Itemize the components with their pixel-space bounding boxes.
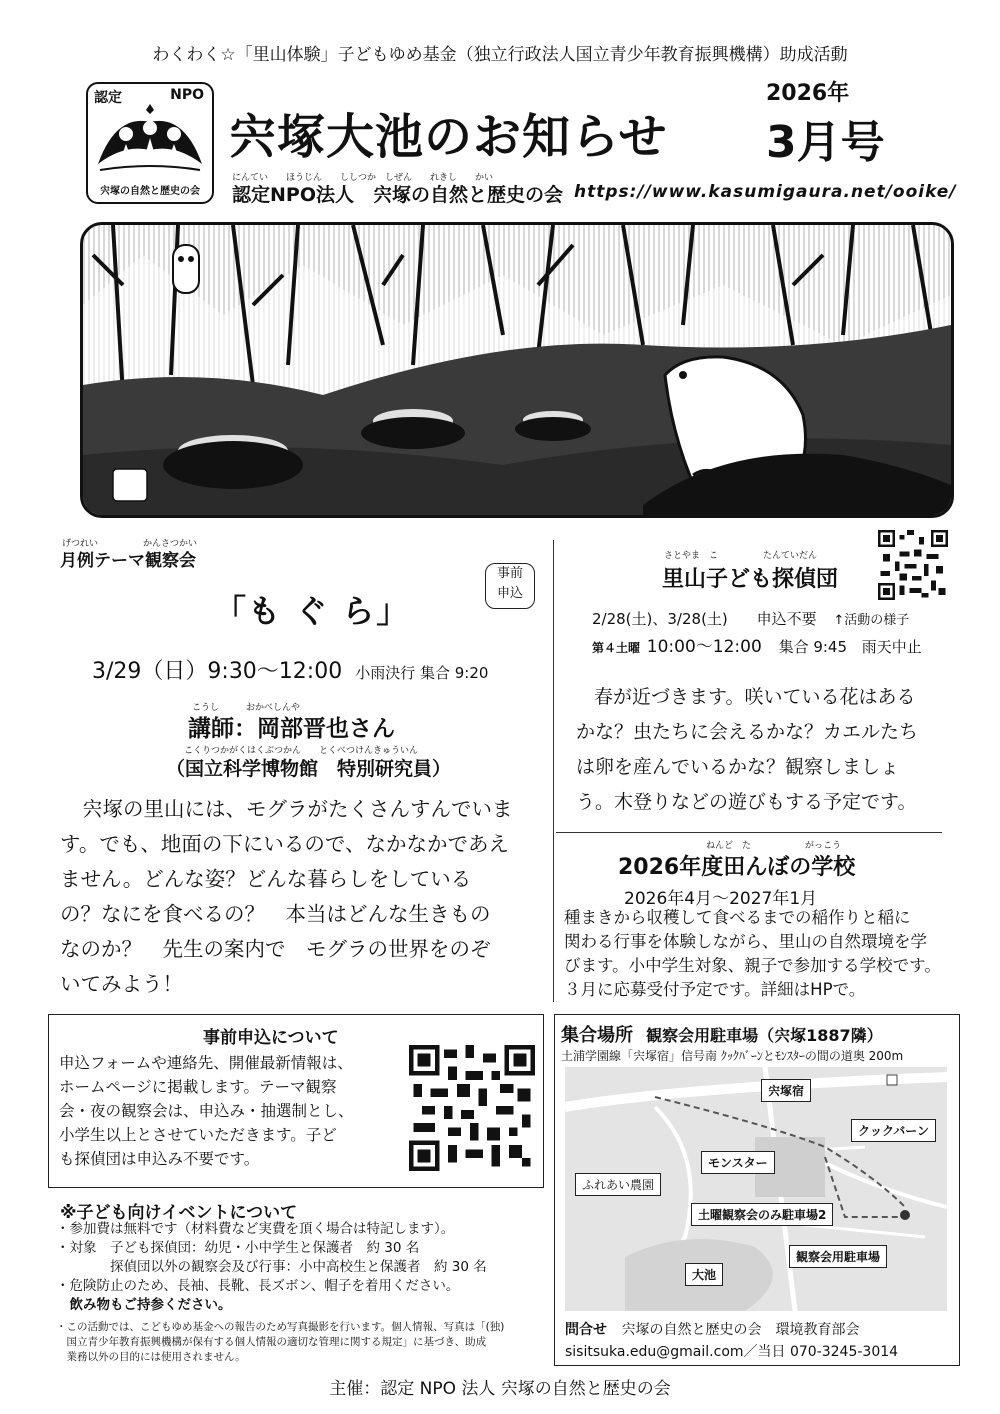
photo-footnote <box>56 1320 552 1365</box>
affiliation-ruby: こくりつかがくはくぶつかん とくべつけんきゅういん <box>184 746 419 756</box>
kids-note-item: ・対象 子ども探偵団：幼児・小中学生と保護者 約 30 名 <box>56 1240 420 1256</box>
map-route: 土浦学園線「宍塚宿」信号南 ｸｯｸﾊﾞｰﾝとﾓﾝｽﾀｰの間の道奥 200m <box>561 1049 904 1063</box>
kids-note-item: 探偵団以外の観察会及び行事：小中高校生と保護者 約 30 名 <box>56 1259 487 1275</box>
category-label: 月例テーマ観察会 <box>60 551 196 571</box>
grant-line: わくわく☆「里山体験」子どもゆめ基金（独立行政法人国立青少年教育振興機構）助成活動 <box>152 45 848 65</box>
issue-month: 3月号 <box>766 117 885 168</box>
section-divider <box>556 832 942 833</box>
detective-time: 10:00〜12:00 <box>646 637 762 657</box>
contact-org: 宍塚の自然と歴史の会 環境教育部会 <box>621 1322 860 1338</box>
apply-badge-line1: 事前 <box>496 566 523 581</box>
detective-gather: 集合 9:45 <box>778 638 848 656</box>
contact-mail[interactable]: sisitsuka.edu@gmail.com／当日 070-3245-3014 <box>565 1344 899 1360</box>
school-body-line: 関わる行事を体験しながら、里山の自然環境を学 <box>564 932 927 951</box>
body-line: なのか？ 先生の案内で モグラの世界をのぞ <box>60 937 491 961</box>
org-name: 認定NPO法人 宍塚の自然と歴史の会 <box>232 184 563 206</box>
page-title: 宍塚大池のお知らせ <box>228 109 668 165</box>
body-line: ません。どんな姿？どんな暮らしをしている <box>60 867 472 891</box>
body-line: いてみよう！ <box>60 972 183 996</box>
apply-box-line: 会・夜の観察会は、申込み・抽選制とし、 <box>59 1102 354 1120</box>
event-body <box>60 792 550 1002</box>
logo-badge-left: 認定 <box>94 90 122 106</box>
body-line: 宍塚の里山には、モグラがたくさんすんでいま <box>82 797 513 821</box>
lecturer-ruby: こうし おかべしんや <box>192 703 301 713</box>
mole-forest-illustration <box>80 222 954 518</box>
apply-box-body <box>59 1051 399 1171</box>
map-label-parking: 観察会用駐車場 <box>789 1245 887 1268</box>
event-datetime-main: 3/29（日）9:30〜12:00 <box>92 659 343 684</box>
org-url[interactable]: https://www.kasumigaura.net/ooike/ <box>574 182 957 202</box>
column-divider <box>553 540 554 1002</box>
map-label-cook: クックバーン <box>851 1119 936 1142</box>
apply-box-title: 事前申込について <box>203 1028 339 1048</box>
map-label-monster: モンスター <box>701 1151 775 1174</box>
map-label-parking2: 土曜観察会のみ駐車場2 <box>691 1203 833 1226</box>
apply-box-line: ホームページに掲載します。テーマ観察 <box>59 1078 337 1096</box>
map-label-shishitsuka: 宍塚宿 <box>761 1079 811 1102</box>
logo-badge-right: NPO <box>170 87 204 103</box>
activity-qr-code[interactable] <box>878 530 948 600</box>
event-datetime-note: 小雨決行 集合 9:20 <box>355 664 489 682</box>
detective-dates-row <box>592 608 909 629</box>
map-area[interactable] <box>565 1067 947 1311</box>
footnote-line: 業務以外の目的には使用されません。 <box>56 1351 246 1363</box>
map-label-pond: 大池 <box>685 1263 723 1286</box>
detective-body-line: かな？虫たちに会えるかな？カエルたち <box>576 721 919 743</box>
apply-badge <box>485 563 535 609</box>
category-ruby: げつれい かんさつかい <box>62 539 198 549</box>
org-ruby: にんてい ほうじん ししつか しぜん れきし かい <box>232 173 494 183</box>
kids-notes-title: ※子ども向けイベントについて <box>60 1203 298 1223</box>
school-body <box>564 906 954 1002</box>
event-title: 「も ぐ ら」 <box>214 592 411 630</box>
event-datetime <box>92 654 488 685</box>
detective-body-line: う。木登りなどの遊びもする予定です。 <box>576 791 917 813</box>
apply-badge-line2: 申込 <box>496 586 523 601</box>
contact-row <box>565 1319 859 1339</box>
logo-figures-icon <box>96 104 204 176</box>
contact-label: 問合せ <box>565 1322 607 1338</box>
map-box <box>554 1014 960 1366</box>
kids-note-item: ・参加費は無料です（材料費など実費を頂く場合は特記します）。 <box>56 1221 455 1237</box>
meeting-place-label: 集合場所 <box>561 1025 633 1046</box>
detective-body <box>576 680 956 820</box>
detective-body-line: 春が近づきます。咲いている花はある <box>594 686 916 708</box>
kids-notes-list <box>56 1220 552 1315</box>
detective-time-row <box>592 632 922 657</box>
school-period: 2026年4月〜2027年1月 <box>624 889 818 909</box>
detective-title: 里山子ども探偵団 <box>662 567 839 592</box>
issue-year: 2026年 <box>766 81 850 106</box>
school-body-line: 種まきから収穫して食べるまでの稲作りと稲に <box>564 908 911 927</box>
school-title: 2026年度田んぼの学校 <box>618 855 856 880</box>
detective-rain: 雨天中止 <box>861 638 922 656</box>
footer-organizer: 主催：認定 NPO 法人 宍塚の自然と歴史の会 <box>329 1379 671 1399</box>
kids-note-item: ・危険防止のため、長袖、長靴、長ズボン、帽子を着用ください。 <box>56 1278 460 1294</box>
map-title <box>561 1021 883 1047</box>
meeting-place-detail: 観察会用駐車場（宍塚1887隣） <box>646 1026 883 1045</box>
lecturer-name: 講師：岡部晋也さん <box>188 716 395 742</box>
body-line: す。でも、地面の下にいるので、なかなかであえ <box>60 832 509 856</box>
apply-info-box <box>48 1014 544 1188</box>
logo-caption: 宍塚の自然と歴史の会 <box>100 186 200 197</box>
school-ruby: ねんど た がっこう <box>706 841 842 851</box>
detective-ruby: さとやま こ たんていだん <box>664 551 818 561</box>
apply-box-line: 小学生以上とさせていただきます。子ど <box>59 1126 337 1144</box>
school-body-line: びます。小中学生対象、親子で参加する学校です。 <box>564 956 941 975</box>
detective-no-apply: 申込不要 <box>756 610 817 628</box>
detective-week: 第４土曜 <box>592 641 641 655</box>
detective-body-line: は卵を産んでいるかな？観察しましょ <box>576 756 900 778</box>
lecturer-affiliation: （国立科学博物館 特別研究員） <box>166 758 452 780</box>
apply-box-line: も探偵団は申込み不要です。 <box>59 1150 260 1168</box>
kids-note-item: 飲み物もご持参ください。 <box>56 1297 232 1313</box>
detective-photo-note: ↑活動の様子 <box>833 613 910 628</box>
map-label-farm: ふれあい農園 <box>575 1173 661 1196</box>
apply-box-line: 申込フォームや連絡先、開催最新情報は、 <box>59 1054 353 1072</box>
org-logo <box>86 82 214 204</box>
detective-dates: 2/28(土)、3/28(土) <box>592 610 728 628</box>
school-body-line: ３月に応募受付予定です。詳細はHPで。 <box>564 980 866 999</box>
footnote-line: ・この活動では、こどもゆめ基金への報告のため写真撮影を行います。個人情報、写真は「(独) <box>56 1321 505 1333</box>
apply-qr-code[interactable] <box>409 1045 535 1171</box>
body-line: の？なにを食べるの？ 本当はどんな生きもの <box>60 902 491 926</box>
footnote-line: 国立青少年教育振興機構が保有する個人情報の適切な管理に関する規定」に基づき、助成 <box>56 1336 487 1348</box>
